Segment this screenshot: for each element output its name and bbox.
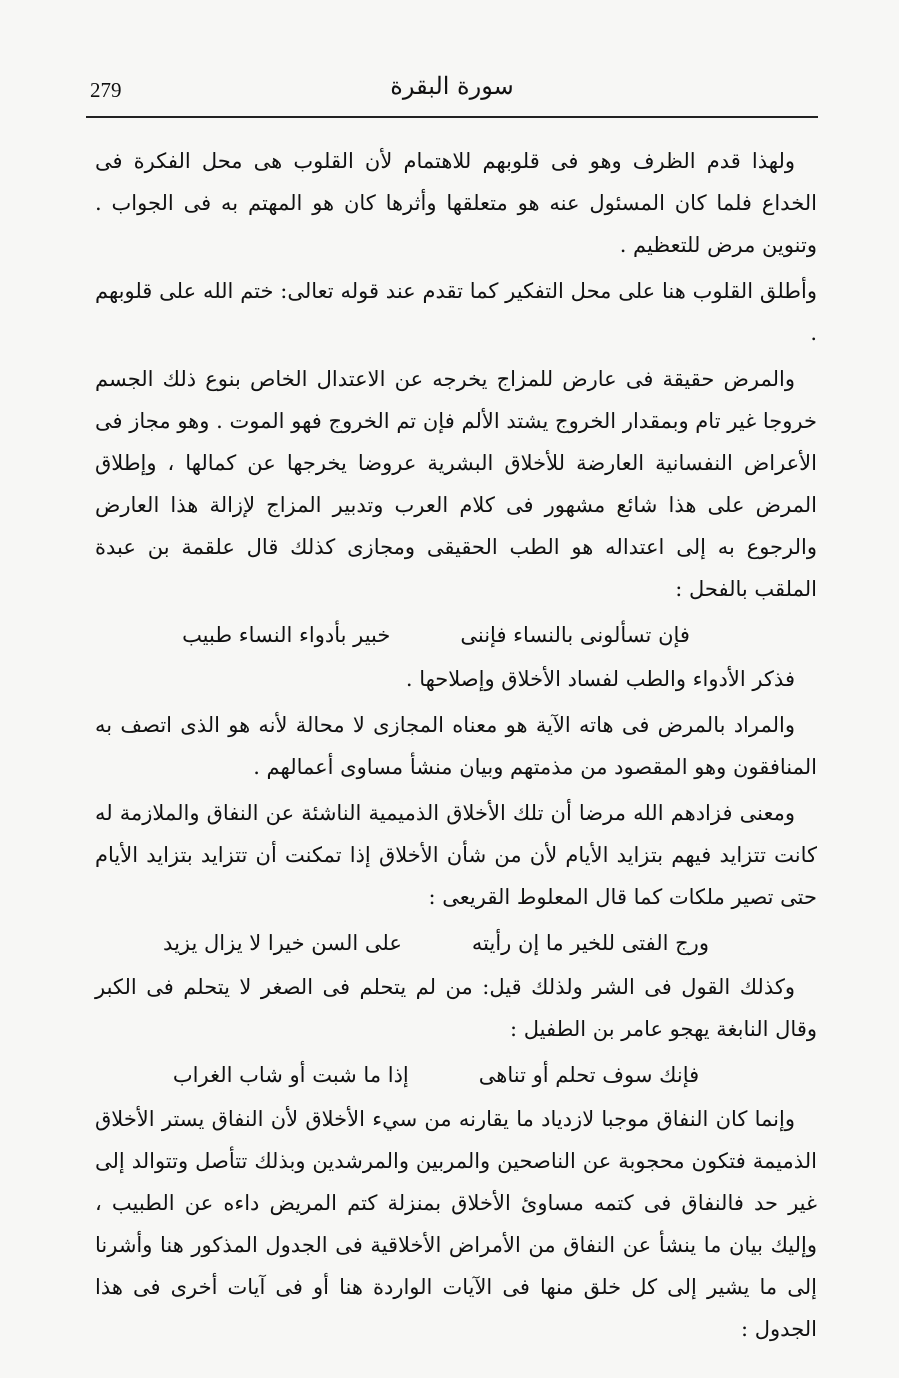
page-number: 279: [90, 78, 122, 102]
page-header: [86, 68, 818, 114]
paragraph-6: ومعنى فزادهم الله مرضا أن تلك الأخلاق الذميمية الناشئة عن النفاق والملازمة له كانت تتزايد فيهم بتزايد الأيام لأن من شأن الأخلاق إذا تمكنت أن تتزايد بتزايد الأيام حتى تصير ملكات كما قال المعلوط القريعى :: [95, 801, 817, 909]
paragraph-8: وإنما كان النفاق موجبا لازدياد ما يقارنه من سيء الأخلاق لأن النفاق يستر الأخلاق الذميمة فتكون محجوبة عن الناصحين والمربين والمرشدين وبذلك تتأصل وتتوالد إلى غير حد فالنفاق فى كتمه مساوئ الأخلاق بمنزلة كتم المريض داءه عن الطبيب ، وإليك بيان ما ينشأ عن النفاق من الأمراض الأخلاقية فى الجدول المذكور هنا وأشرنا إلى ما يشير إلى كل خلق منها فى الآيات الواردة هنا أو فى آيات أخرى فى هذا الجدول :: [95, 1107, 817, 1341]
paragraph-4: فذكر الأدواء والطب لفساد الأخلاق وإصلاحها .: [405, 667, 795, 691]
surah-title: سورة البقرة: [390, 72, 514, 100]
paragraph-1: ولهذا قدم الظرف وهو فى قلوبهم للاهتمام لأن القلوب هى محل الفكرة فى الخداع فلما كان المسئول عنه هو متعلقها وأثرها كان هو المهتم به فى الجواب . وتنوين مرض للتعظيم .: [95, 149, 817, 257]
verse-1-second-hemistich: خبير بأدواء النساء طبيب: [182, 623, 391, 647]
page-body: [95, 140, 817, 1354]
verse-line-3: [95, 1054, 817, 1096]
verse-2-first-hemistich: ورج الفتى للخير ما إن رأيته: [471, 931, 709, 955]
paragraph-7: وكذلك القول فى الشر ولذلك قيل: من لم يتحلم فى الصغر لا يتحلم فى الكبر وقال النابغة يهجو عامر بن الطفيل :: [95, 975, 817, 1041]
verse-1-first-hemistich: فإن تسألونى بالنساء فإننى: [460, 623, 690, 647]
verse-3-first-hemistich: فإنك سوف تحلم أو تناهى: [478, 1063, 700, 1087]
verse-2-second-hemistich: على السن خيرا لا يزال يزيد: [163, 931, 402, 955]
paragraph-2: وأطلق القلوب هنا على محل التفكير كما تقدم عند قوله تعالى: ختم الله على قلوبهم .: [95, 279, 817, 345]
verse-3-second-hemistich: إذا ما شبت أو شاب الغراب: [172, 1063, 409, 1087]
verse-line-2: [95, 922, 817, 964]
paragraph-5: والمراد بالمرض فى هاته الآية هو معناه المجازى لا محالة لأنه هو الذى اتصف به المنافقون وهو المقصود من مذمتهم وبيان منشأ مساوى أعمالهم .: [95, 713, 817, 779]
header-divider: [86, 116, 818, 118]
verse-line-1: [95, 614, 817, 656]
paragraph-3: والمرض حقيقة فى عارض للمزاج يخرجه عن الاعتدال الخاص بنوع ذلك الجسم خروجا غير تام وبمقدار الخروج يشتد الألم فإن تم الخروج فهو الموت . وهو مجاز فى الأعراض النفسانية العارضة للأخلاق البشرية عروضا يخرجها عن كمالها ، وإطلاق المرض على هذا شائع مشهور فى كلام العرب وتدبير المزاج لإزالة هذا العارض والرجوع به إلى اعتداله هو الطب الحقيقى ومجازى كذلك قال علقمة بن عبدة الملقب بالفحل :: [95, 367, 817, 601]
